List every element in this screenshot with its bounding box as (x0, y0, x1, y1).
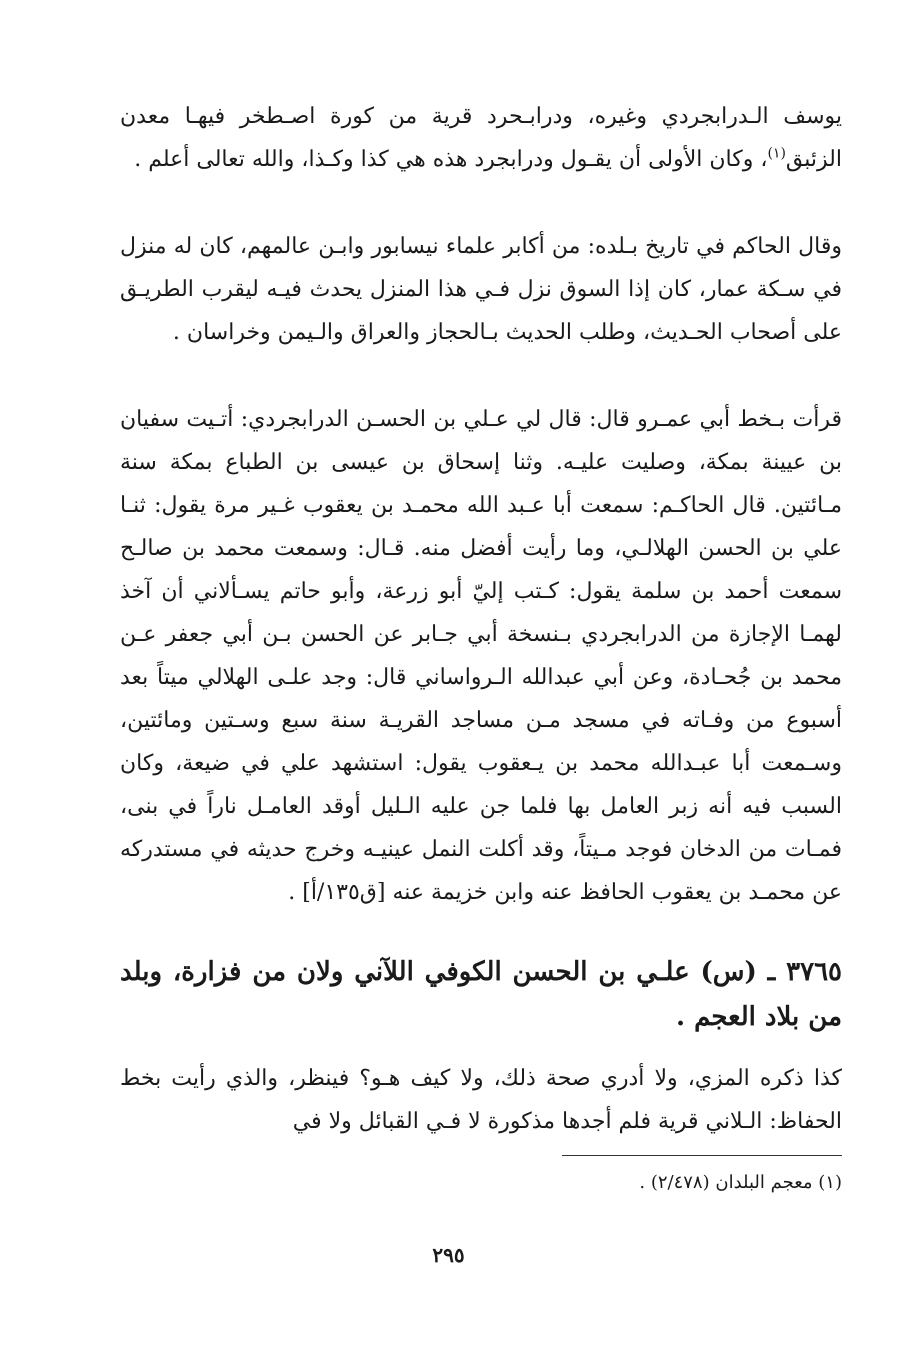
footnote-reference: (١) (767, 145, 786, 162)
paragraph-2: وقال الحاكم في تاريخ بـلده: من أكابر علماء نيسابور وابـن عالمهم، كان له منزل في سـكة عمار، كان إذا السوق نزل فـي هذا المنزل يحدث فيـه ليقرب الطريـق على أصحاب الحـديث، وطلب الحديث بـالحجاز والعراق والـيمن وخراسان . (120, 234, 842, 345)
paragraph-3: قرأت بـخط أبي عمـرو قال: قال لي عـلي بن الحسـن الدرابجردي: أتـيت سفيان بن عيينة بمكة، وصليت عليـه. وثنا إسحاق بن عيسى بن الطباع بمكة سنة مـائتين. قال الحاكـم: سمعت أبا عـبد الله محمـد بن يعقوب غـير مرة يقول: ثنـا علي بن الحسن الهلالـي، وما رأيت أفضل منه. قـال: وسمعت محمد بن صالـح سمعت أحمد بن سلمة يقول: كـتب إليّ أبو زرعة، وأبو حاتم يسـألاني أن آخذ لهمـا الإجازة من الدرابجردي بـنسخة أبي جـابر عن الحسن بـن أبي جعفر عـن محمد بن جُحـادة، وعن أبي عبدالله الـرواساني قال: وجد علـى الهلالي ميتاً بعد أسبوع من وفـاته في مسجد مـن مساجد القريـة سنة سبع وسـتين ومائتين، وسـمعت أبا عبـدالله محمد بن يـعقوب يقول: استشهد علي في ضيعة، وكان السبب فيه أنه زبر العامل بها فلما جن عليه الـليل أوقد العامـل ناراً في بنى، فمـات من الدخان فوجد مـيتاً، وقد أكلت النمل عينيـه وخرج حديثه في مستدركه عن محمـد بن يعقوب الحافظ عنه وابن خزيمة عنه [ق١٣٥/أ] . (120, 407, 842, 905)
paragraph-1-text: يوسف الـدرابجردي وغيره، ودرابـحرد قرية من كورة اصـطخر فيهـا معدن الزئبق (120, 104, 842, 172)
paragraph-4: كذا ذكره المزي، ولا أدري صحة ذلك، ولا كيف هـو؟ فينظر، والذي رأيت بخط الحفاظ: الـلاني قرية فلم أجدها مذكورة لا فـي القبائل ولا في (120, 1066, 842, 1134)
footnote: (١) معجم البلدان (٢/٤٧٨) . (639, 1172, 842, 1193)
paragraph-1 (120, 95, 842, 181)
page-number: ٢٩٥ (432, 1243, 465, 1267)
paragraph-1-text-continued: ، وكان الأولى أن يقـول ودرابجرد هذه هي كذا وكـذا، والله تعالى أعلم . (134, 147, 768, 172)
footnote-divider (562, 1155, 842, 1156)
entry-heading: ٣٧٦٥ ـ (س) علـي بن الحسن الكوفي اللآني ولان من فزارة، وبلد من بلاد العجم . (120, 957, 842, 1032)
